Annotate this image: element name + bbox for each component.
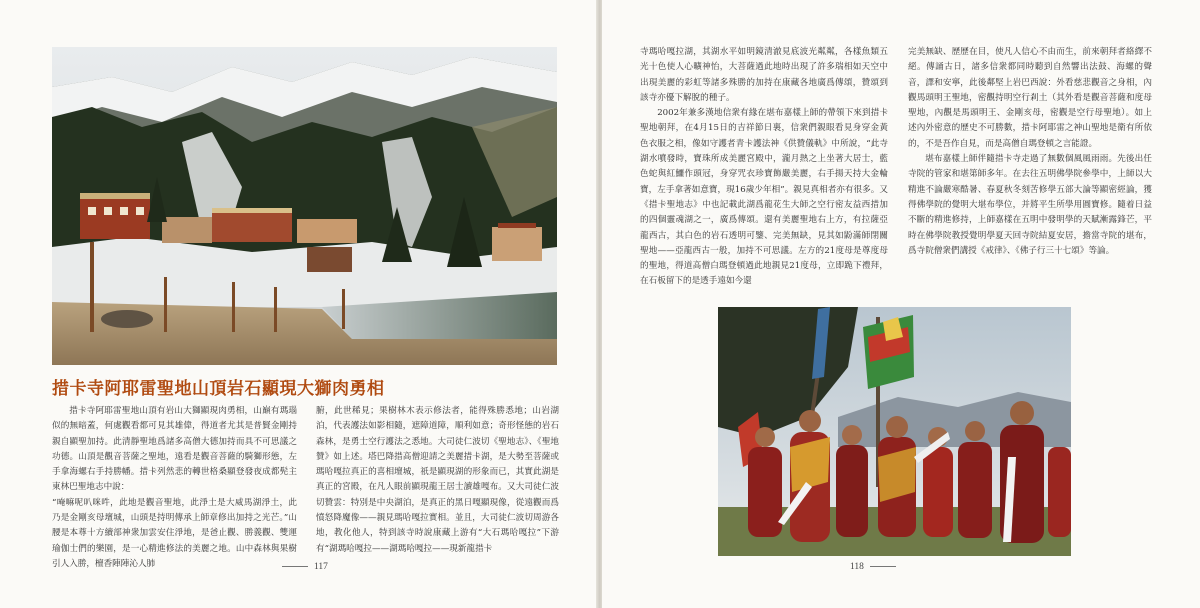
monk-procession-photo	[718, 307, 1071, 556]
paragraph: 寺瑪哈嘎拉湖，其湖水平如明鏡清澈見底波光粼粼，各樣魚類五光十色使人心曠神怡，大菩薩過此地時出現了許多瑞相如天空中出現美麗的彩虹等諸多殊勝的加持在康藏各地廣爲傳頌，贊頌到該寺亦優下解脫的種子。	[640, 47, 888, 103]
right-column-2	[908, 45, 1152, 259]
page-number: 117	[314, 562, 328, 572]
paragraph: 完美無缺、歷歷在目，使凡人信心不由而生，前來朝拜者絡繹不絕。傳誦古日，諸多信衆都同時聽到自然響出法鼓、海螺的聲音，譯和安寧，此後鄰堅上岩巴西說：外看慈悲觀音之身相，內觀馬頭明王聖地，密觀持明空行剎土（其外看是觀音菩薩和度母聖地，內觀是馬頭明王、金剛亥母，密觀是空行母聖地）。如上述內外密意的歷史不可勝數，措卡阿耶雷之神山聖地是衛有所依的，不是吾作自見，而是高僧自瑪登頓之言能證。	[908, 47, 1152, 149]
paragraph: “唵嘛呢叭咪吽，此地是觀音聖地，此淨土是大威馬湖淨土，此乃是金剛亥母壇城，山頭是持明傳承上師章修出加持之光芒。”山腰是本尊十方續部神衆加雲安住淨地，是爸止觀、勝義觀、雙運瑜伽士們的樂園，是一心精進修法的美麗之地。山中森林與果樹引人入勝，檀香陣陣沁人肺	[52, 497, 297, 569]
page-number-left	[276, 562, 328, 572]
right-column-1	[640, 45, 888, 290]
paragraph: 2002年兼多漢地信衆有緣在堪布嘉樣上師的帶領下來到措卡聖地朝拜，在4月15日的吉祥節日裏，信衆們親眼看見身穿金黃色衣服之相，像如守護者青卡護法神《供贊儀軌》中所說，“此寺湖水噴發時，寶珠所成美麗宮殿中，瀧月熱之上坐著大居士，藍色蛇與紅鱷作頭冠，身穿咒衣珍寶飾嚴美麗，右手揚天持大金輪寶，左手拿著如意寶，現16歲少年相”。親見真相者亦有很多。又《措卡聖地志》中也記載此湖爲龍花生大師之空行密友益西措加的四個靈魂湖之一，廣爲傳頌。還有美麗聖地右上方，有拉薩亞龍西古，其白色的岩石透明可鑒、完美無缺，見其如鼢滿師閉關聖地——亞龍西古一般，加持不可思議。左方的21度母是尊度母的聖地，得道高僧白瑪登頓過此地親見21度母，立即跪下禮拜，在石板留下的是透手遠如今還	[640, 108, 888, 287]
paragraph: 堪布嘉樣上師伴隨措卡寺走過了無數個風風雨雨。先後出任寺院的管家和堪第師多年。在去往五明佛學院參學中，上師以大精進不論嚴寒酷暑、春夏秋冬刻苦修學五部大論等顯密經論，獲得佛學院的覺明大堪布學位，并將平生所學用圓寶修。隨着日益不斷的精進修持，上師嘉樣在五明中發明學的天賦漸露鋒芒，平時在佛學院教授覺明學夏天回寺院結夏安居，擔當寺院的堪布，爲寺院僧衆們講授《戒律》、《佛子行三十七頌》等論。	[908, 154, 1152, 256]
left-column-2	[316, 404, 559, 557]
section-heading: 措卡寺阿耶雷聖地山頂岩石顯現大獅肉勇相	[52, 379, 385, 399]
left-page	[0, 0, 598, 608]
paragraph: 腑，此世稀見；果樹林木表示修法者，能得殊勝悉地；山岩湖泊，代表護法如影相隨，遮障道障，順利如意；奇形怪態的岩石森林，是勇士空行護法之悉地。大司徒仁波切《聖地志》、《聖地贊》如上述。塔巴降措高僧迎請之美麗措卡湖，是大勢至菩薩或瑪哈嘎拉真正的喜相壇城，祇是顯現湖的形象而已，其實此湖是真正的宮殿，在凡人眼前顯現龍王居士讀雄嘎布。又大司徒仁波切贊雲：特別是中央湖泊，是真正的黑日嘎顯現像，從遠觀而爲憤怒降魔像——親見瑪哈嘎拉實相。並且，大司徒仁波切周游各地，教化他人，特到該寺時說康藏上游有“大石瑪哈嘎拉”下游有“湖瑪哈嘎拉——湖瑪哈嘎拉——現新龍措卡	[316, 406, 559, 554]
left-column-1	[52, 404, 297, 572]
monastery-mountain-photo	[52, 47, 557, 365]
page-number: 118	[850, 562, 864, 572]
page-number-right	[850, 562, 902, 572]
paragraph: 措卡寺阿耶雷聖地山頂有岩山大獅顯現肉勇相，山巔有瑪瑙似的無暗蓋，何處觀看都可見其雄偉，得道者尤其是普賢金剛持親自顯聖加持。此清靜聖地爲諸多高僧大德加持而具不可思議之功德。山頂是觀音菩薩之聖地，遠看是觀音菩薩的騎獅形態，左手拿海螺右手持勝幡。措卡列然悲的轉世格桑顯登發夜成都髡主東林巴聖地志中說：	[52, 406, 297, 493]
